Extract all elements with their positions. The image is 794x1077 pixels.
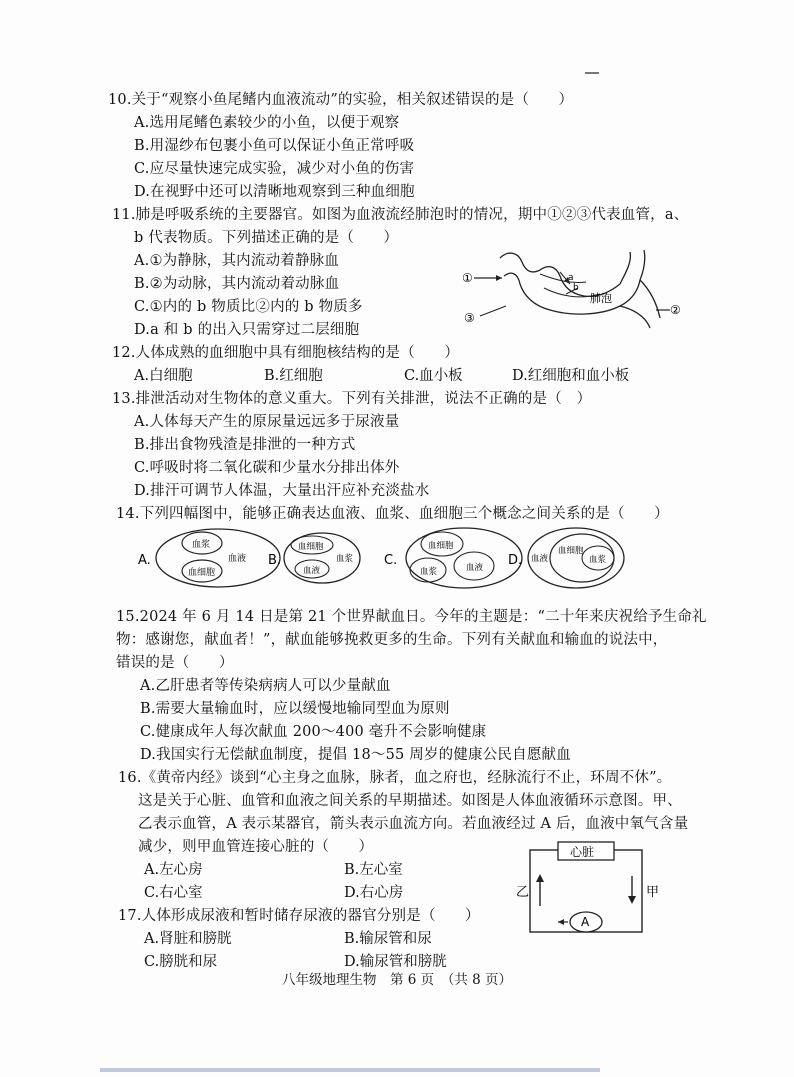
q14-b-outer: 血浆	[336, 554, 354, 564]
q17-option-c: C.膀胱和尿	[144, 954, 218, 970]
q15-stem-line3: 错误的是（ ）	[116, 655, 234, 671]
q14-c-left: 血浆	[420, 567, 438, 577]
q14-d-letter: D.	[508, 553, 523, 568]
q16-option-b: B.左心室	[344, 862, 403, 878]
q16-stem-line2: 这是关于心脏、血管和血液之间关系的早期描述。如图是人体血液循环示意图。甲、	[138, 793, 682, 809]
q14-c-top: 血细胞	[428, 541, 454, 551]
q14-a-outer: 血液	[228, 554, 247, 564]
q12-option-b: B.红细胞	[264, 368, 323, 384]
q14-b-small2: 血液	[303, 566, 321, 576]
alveolus-diagram	[460, 244, 700, 336]
q14-b-small1: 血细胞	[298, 542, 324, 552]
q14-a-top: 血浆	[192, 540, 211, 550]
q12-option-d: D.红细胞和血小板	[512, 368, 630, 384]
q15-option-d: D.我国实行无偿献血制度，提倡 18～55 周岁的健康公民自愿献血	[140, 747, 571, 763]
diagram-label-3: ③	[464, 311, 475, 325]
q10-option-c: C.应尽量快速完成实验，减少对小鱼的伤害	[134, 161, 415, 177]
q16-stem-line4: 减少，则甲血管连接心脏的（ ）	[138, 839, 374, 855]
q14-d-inner: 血浆	[589, 555, 607, 565]
q17-option-b: B.输尿管和尿	[344, 931, 432, 947]
q14-b-letter: B.	[268, 553, 282, 568]
diagram-jia: 甲	[646, 885, 660, 900]
q11-option-a: A.①为静脉，其内流动着静脉血	[134, 253, 340, 269]
q10-option-d: D.在视野中还可以清晰地观察到三种血细胞	[134, 184, 415, 200]
diagram-organ-a: A	[581, 915, 590, 929]
q15-stem-line1: 15.2024 年 6 月 14 日是第 21 个世界献血日。今年的主题是：“二十年来庆祝给予生命礼	[116, 609, 707, 625]
q11-option-d: D.a 和 b 的出入只需穿过二层细胞	[134, 322, 360, 338]
q13-option-a: A.人体每天产生的原尿量远远多于尿液量	[134, 414, 400, 430]
q15-option-b: B.需要大量输血时，应以缓慢地输同型血为原则	[140, 701, 450, 717]
q14-venn-diagrams	[130, 526, 670, 592]
q15-stem-line2: 物：感谢您，献血者！”，献血能够挽救更多的生命。下列有关献血和输血的说法中，	[116, 632, 668, 648]
q17-option-d: D.输尿管和膀胱	[344, 954, 447, 970]
q15-option-c: C.健康成年人每次献血 200～400 毫升不会影响健康	[140, 724, 487, 740]
diagram-label-a: a	[568, 273, 574, 283]
q14-a-letter: A.	[138, 553, 151, 568]
q11-stem-line2: b 代表物质。下列描述正确的是（ ）	[134, 230, 399, 246]
diagram-heart: 心脏	[570, 845, 595, 859]
q13-stem: 13.排泄活动对生物体的意义重大。下列有关排泄，说法不正确的是（ ）	[112, 391, 592, 407]
scan-edge	[100, 1068, 600, 1072]
q16-stem-line1: 16.《黄帝内经》谈到“心主身之血脉，脉者，血之府也，经脉流行不止，环周不休”。	[118, 770, 672, 786]
q14-d-mid: 血细胞	[558, 546, 584, 556]
q16-option-a: A.左心房	[144, 862, 203, 878]
q15-option-a: A.乙肝患者等传染病病人可以少量献血	[140, 678, 391, 694]
q10-stem: 10.关于“观察小鱼尾鳍内血液流动”的实验，相关叙述错误的是（ ）	[108, 92, 574, 108]
q14-c-right: 血液	[466, 563, 484, 573]
q14-d-outer: 血液	[531, 554, 549, 564]
q11-option-b: B.②为动脉，其内流动着动脉血	[134, 276, 340, 292]
q11-option-c: C.①内的 b 物质比②内的 b 物质多	[134, 299, 363, 315]
q14-stem: 14.下列四幅图中，能够正确表达血液、血浆、血细胞三个概念之间关系的是（ ）	[116, 506, 669, 522]
q13-option-b: B.排出食物残渣是排泄的一种方式	[134, 437, 356, 453]
q11-stem-line1: 11.肺是呼吸系统的主要器官。如图为血液流经肺泡时的情况，期中①②③代表血管，a、	[112, 207, 689, 223]
diagram-yi: 乙	[516, 885, 530, 900]
q16-option-d: D.右心房	[344, 885, 404, 901]
diagram-label-alveolus: 肺泡	[590, 292, 612, 305]
q17-stem: 17.人体形成尿液和暂时储存尿液的器官分别是（ ）	[118, 908, 480, 924]
diagram-label-b: b	[573, 283, 579, 293]
q10-option-b: B.用湿纱布包裹小鱼可以保证小鱼正常呼吸	[134, 138, 415, 154]
diagram-label-2: ②	[670, 303, 681, 317]
q16-stem-line3: 乙表示血管，A 表示某器官，箭头表示血流方向。若血液经过 A 后，血液中氧气含量	[138, 816, 689, 832]
q10-option-a: A.选用尾鳍色素较少的小鱼，以便于观察	[134, 115, 400, 131]
circulation-diagram	[506, 836, 676, 946]
q16-option-c: C.右心室	[144, 885, 203, 901]
q12-stem: 12.人体成熟的血细胞中具有细胞核结构的是（ ）	[112, 345, 460, 361]
q14-a-bottom: 血细胞	[188, 568, 216, 578]
page-footer: 八年级地理生物 第 6 页 （共 8 页）	[281, 972, 513, 988]
scan-mark	[585, 72, 599, 74]
q12-option-c: C.血小板	[404, 368, 463, 384]
q17-option-a: A.肾脏和膀胱	[144, 931, 232, 947]
q12-option-a: A.白细胞	[134, 368, 193, 384]
diagram-label-1: ①	[462, 271, 473, 285]
q14-c-letter: C.	[384, 553, 398, 568]
q13-option-c: C.呼吸时将二氧化碳和少量水分排出体外	[134, 460, 400, 476]
q13-option-d: D.排汗可调节人体温，大量出汗应补充淡盐水	[134, 483, 430, 499]
